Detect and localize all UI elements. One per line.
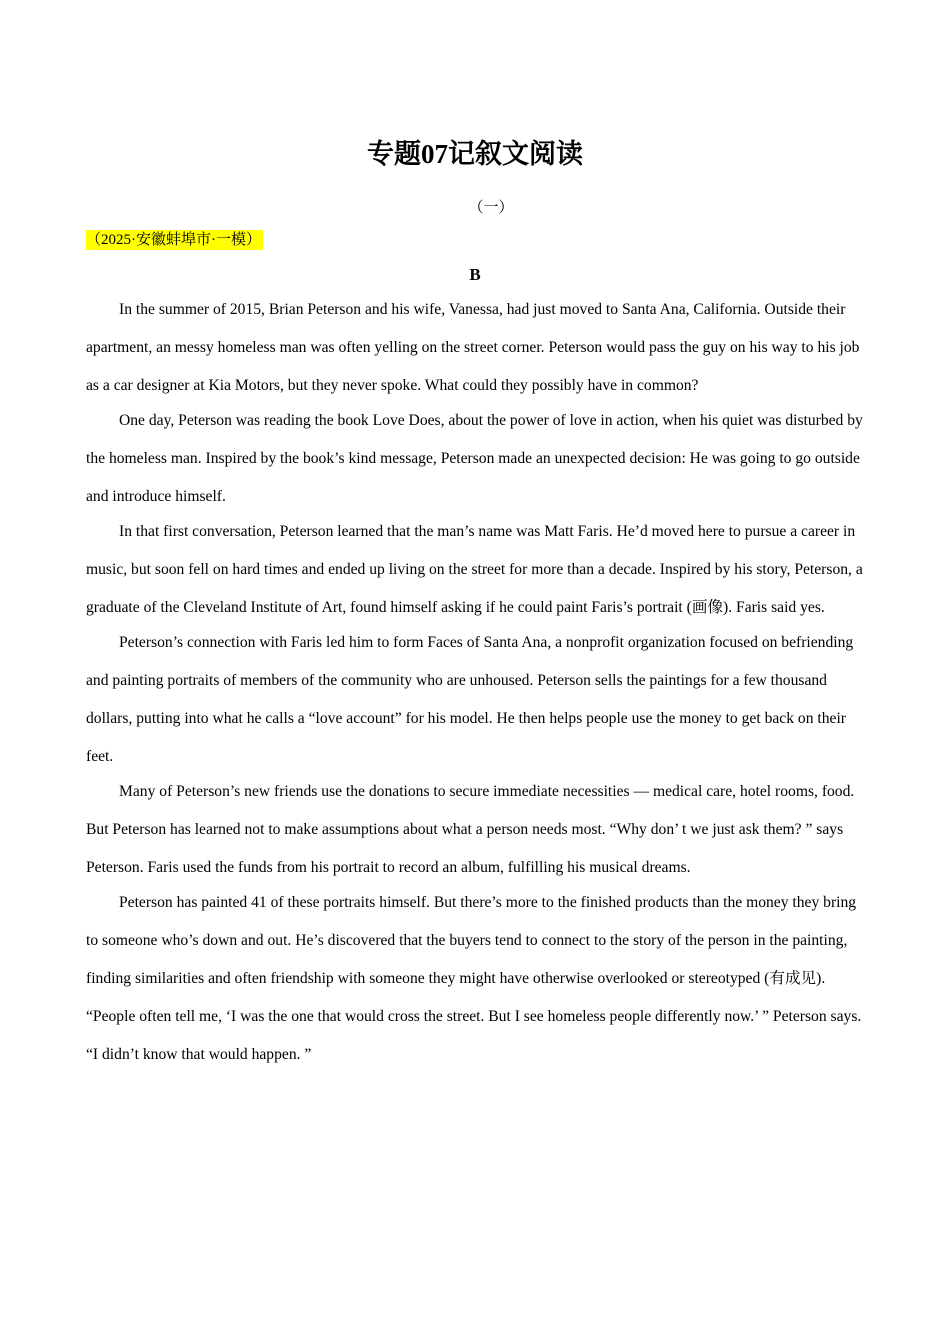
passage-body xyxy=(86,291,864,1071)
paragraph: In that first conversation, Peterson learned that the man’s name was Matt Faris. He’d moved here to pursue a career in music, but soon fell on hard times and ended up living on the street for more than a decade. Inspired by his story, Peterson, a graduate of the Cleveland Institute of Art, found himself asking if he could paint Faris’s portrait (画像). Faris said yes. xyxy=(86,523,863,616)
section-number: （一） xyxy=(468,200,514,216)
paragraph: One day, Peterson was reading the book Love Does, about the power of love in action, when his quiet was disturbed by the homeless man. Inspired by the book’s kind message, Peterson made an unexpected decision: He was going to go outside and introduce himself. xyxy=(86,412,863,505)
page-title: 专题07记叙文阅读 xyxy=(367,139,583,169)
paragraph: Peterson has painted 41 of these portraits himself. But there’s more to the finished products than the money they bring to someone who’s down and out. He’s discovered that the buyers tend to connect to the story of the person in the painting, finding similarities and often friendship with someone they might have otherwise overlooked or stereotyped (有成见). “People often tell me, ‘I was the one that would cross the street. But I see homeless people differently now.’ ” Peterson says. “I didn’t know that would happen. ” xyxy=(86,894,862,1063)
passage-label: B xyxy=(469,265,481,284)
source-tag: （2025·安徽蚌埠市·一模） xyxy=(86,232,261,248)
paragraph: Peterson’s connection with Faris led him to form Faces of Santa Ana, a nonprofit organization focused on befriending and painting portraits of members of the community who are unhoused. Peterson sells the paintings for a few thousand dollars, putting into what he calls a “love account” for his model. He then helps people use the money to get back on their feet. xyxy=(86,634,854,765)
paragraph: In the summer of 2015, Brian Peterson and his wife, Vanessa, had just moved to Santa Ana, California. Outside their apartment, an messy homeless man was often yelling on the street corner. Peterson would pass the guy on his way to his job as a car designer at Kia Motors, but they never spoke. What could they possibly have in common? xyxy=(86,301,860,394)
paragraph: Many of Peterson’s new friends use the donations to secure immediate necessities — medical care, hotel rooms, food. But Peterson has learned not to make assumptions about what a person needs most. “Why don’ t we just ask them? ” says Peterson. Faris used the funds from his portrait to record an album, fulfilling his musical dreams. xyxy=(86,783,855,876)
